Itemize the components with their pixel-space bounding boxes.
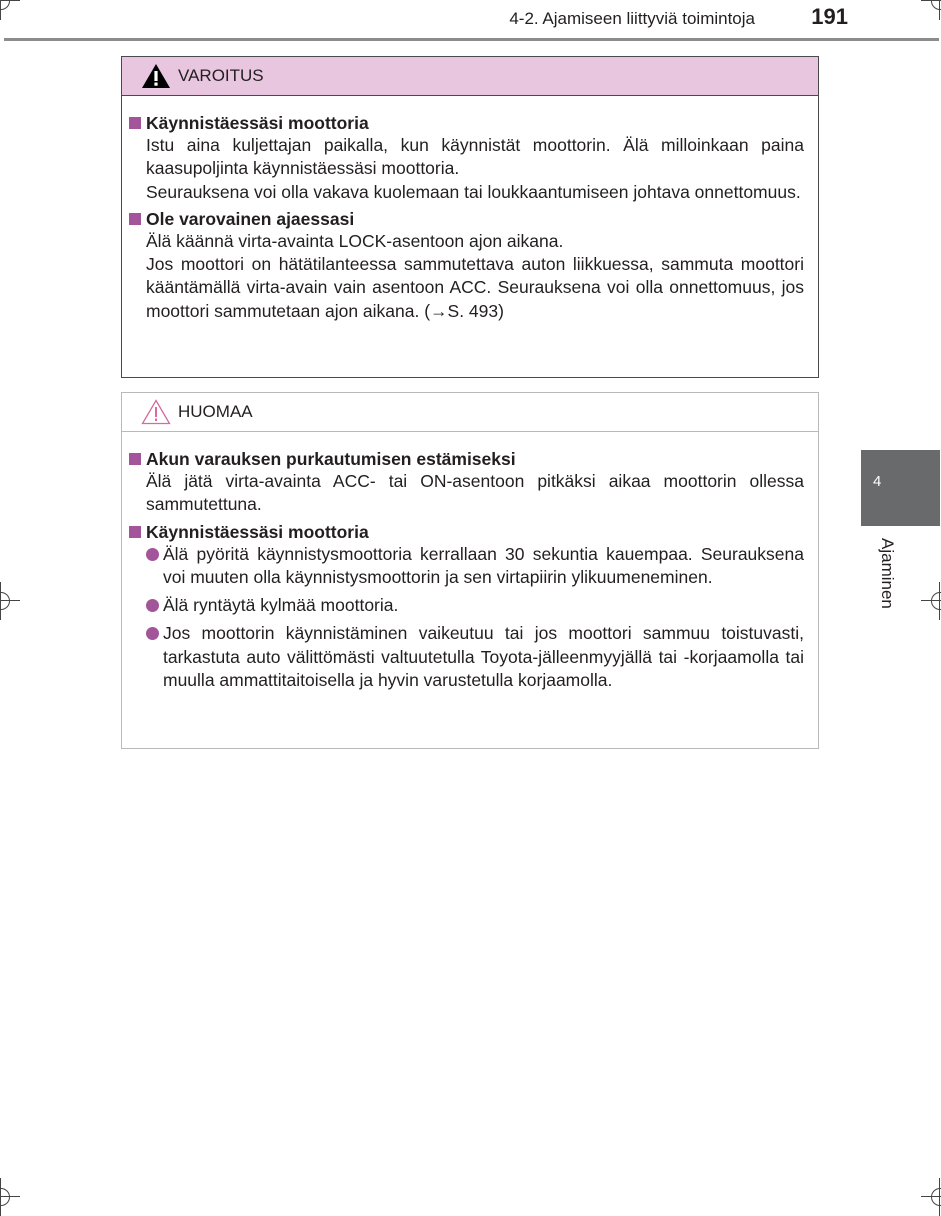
crop-mark-top-right [931, 0, 941, 10]
chapter-number: 4 [873, 473, 882, 490]
warning-box [121, 56, 819, 378]
header-rule [4, 38, 939, 41]
list-item-text: Älä ryntäytä kylmää moottoria. [163, 595, 399, 616]
page-number: 191 [811, 4, 848, 29]
section-marker-square-icon [129, 117, 141, 129]
notice-heading: HUOMAA [178, 402, 253, 421]
crop-mark-bottom-right [931, 1188, 941, 1206]
list-item-text: Jos moottorin käynnistäminen vaikeutuu tai jos moottori sammuu toistuvasti, tarkastuta auto välittömästi valtuutetulla Toyota-jälleenmyyjällä tai -korjaamolla tai muulla ammattitaitoisella ja hyvin varustetulla korjaamolla. [163, 623, 804, 691]
section-text [146, 230, 804, 323]
chapter-label: Ajaminen [878, 538, 897, 609]
section-title: 4-2. Ajamiseen liittyviä toimintoja [509, 9, 755, 28]
warning-box-body [122, 96, 818, 323]
section-text [146, 134, 804, 204]
bullet-dot-icon [146, 599, 159, 612]
crop-mark-top-left [0, 0, 10, 10]
notice-box [121, 392, 819, 749]
caution-triangle-icon [141, 399, 171, 425]
list-item [146, 543, 804, 590]
warning-heading: VAROITUS [178, 66, 264, 85]
section-heading [128, 208, 804, 230]
section-marker-square-icon [129, 213, 141, 225]
section-heading-text: Akun varauksen purkautumisen estämiseksi [146, 449, 516, 469]
notice-box-body [122, 432, 818, 692]
section-heading [128, 112, 804, 134]
notice-box-header [122, 393, 818, 432]
bullet-dot-icon [146, 548, 159, 561]
crop-mark-mid-left [0, 592, 10, 610]
section-heading-text: Käynnistäessäsi moottoria [146, 113, 369, 133]
bullet-list [128, 543, 804, 693]
warning-triangle-icon [141, 63, 171, 89]
section-text [146, 470, 804, 517]
paragraph: Älä käännä virta-avainta LOCK-asentoon ajon aikana. [146, 230, 564, 251]
paragraph: Älä jätä virta-avainta ACC- tai ON-asentoon pitkäksi aikaa moottorin ollessa sammutettuna. [146, 471, 804, 515]
warning-box-header [122, 57, 818, 96]
section-heading-text: Ole varovainen ajaessasi [146, 208, 355, 229]
paragraph: Jos moottori on hätätilanteessa sammutettava auton liikkuessa, sammuta moottori kääntämällä virta-avain vain asentoon ACC. Seurauksena voi olla onnettomuus, jos moottori sammutetaan ajon aikana. (→S. 493) [146, 254, 804, 321]
section-heading-text: Käynnistäessäsi moottoria [146, 521, 369, 542]
list-item [146, 594, 804, 617]
bullet-dot-icon [146, 627, 159, 640]
section-heading [128, 521, 804, 543]
crop-mark-mid-right [931, 592, 941, 610]
list-item [146, 622, 804, 692]
list-item-text: Älä pyöritä käynnistysmoottoria kerrallaan 30 sekuntia kauempaa. Seurauksena voi muuten olla käynnistysmoottorin ja sen virtapiirin ylikuumeneminen. [163, 543, 804, 587]
paragraph: Seurauksena voi olla vakava kuolemaan tai loukkaantumiseen johtava onnettomuus. [146, 181, 801, 202]
paragraph: Istu aina kuljettajan paikalla, kun käynnistät moottorin. Älä milloinkaan paina kaasupoljinta käynnistäessäsi moottoria. [146, 135, 804, 179]
section-marker-square-icon [129, 453, 141, 465]
crop-mark-bottom-left [0, 1188, 10, 1206]
section-marker-square-icon [129, 526, 141, 538]
section-heading [128, 448, 804, 470]
